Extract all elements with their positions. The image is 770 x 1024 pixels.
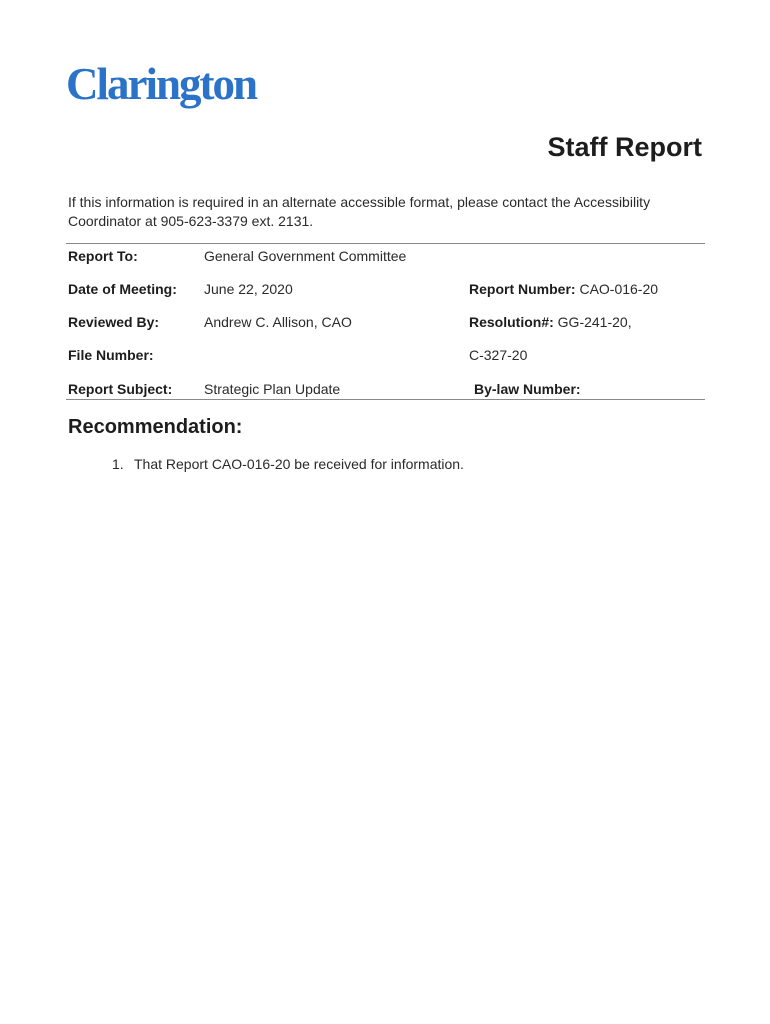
report-number-label: Report Number: [469, 281, 576, 297]
report-subject-value: Strategic Plan Update [204, 381, 341, 397]
resolution-label: Resolution#: [469, 314, 554, 330]
page-title: Staff Report [547, 132, 702, 162]
bylaw-number-label: By-law Number: [474, 381, 581, 397]
report-number [469, 281, 658, 297]
clarington-logo: Clarington [66, 59, 257, 109]
report-to-value: General Government Committee [204, 248, 407, 264]
resolution-value: GG-241-20, [557, 314, 632, 330]
date-of-meeting-value: June 22, 2020 [204, 281, 293, 297]
accessibility-note: If this information is required in an alternate accessible format, please contact the Accessibility Coordinator at 905-623-3379 ext. 2131. [68, 194, 651, 229]
reviewed-by-label: Reviewed By: [68, 314, 160, 330]
date-of-meeting-label: Date of Meeting: [68, 281, 177, 297]
recommendation-item-text: That Report CAO-016-20 be received for information. [134, 456, 464, 472]
bottom-divider [66, 399, 705, 400]
report-to-label: Report To: [68, 248, 138, 264]
resolution-value-continued: C-327-20 [469, 347, 528, 363]
recommendation-item [112, 456, 464, 472]
recommendation-list [112, 456, 464, 472]
recommendation-item-number: 1. [112, 456, 124, 472]
file-number-label: File Number: [68, 347, 154, 363]
report-subject-label: Report Subject: [68, 381, 173, 397]
reviewed-by-value: Andrew C. Allison, CAO [204, 314, 352, 330]
resolution [469, 314, 632, 330]
report-number-value: CAO-016-20 [579, 281, 659, 297]
top-divider [66, 243, 705, 244]
recommendation-heading: Recommendation: [68, 416, 243, 438]
